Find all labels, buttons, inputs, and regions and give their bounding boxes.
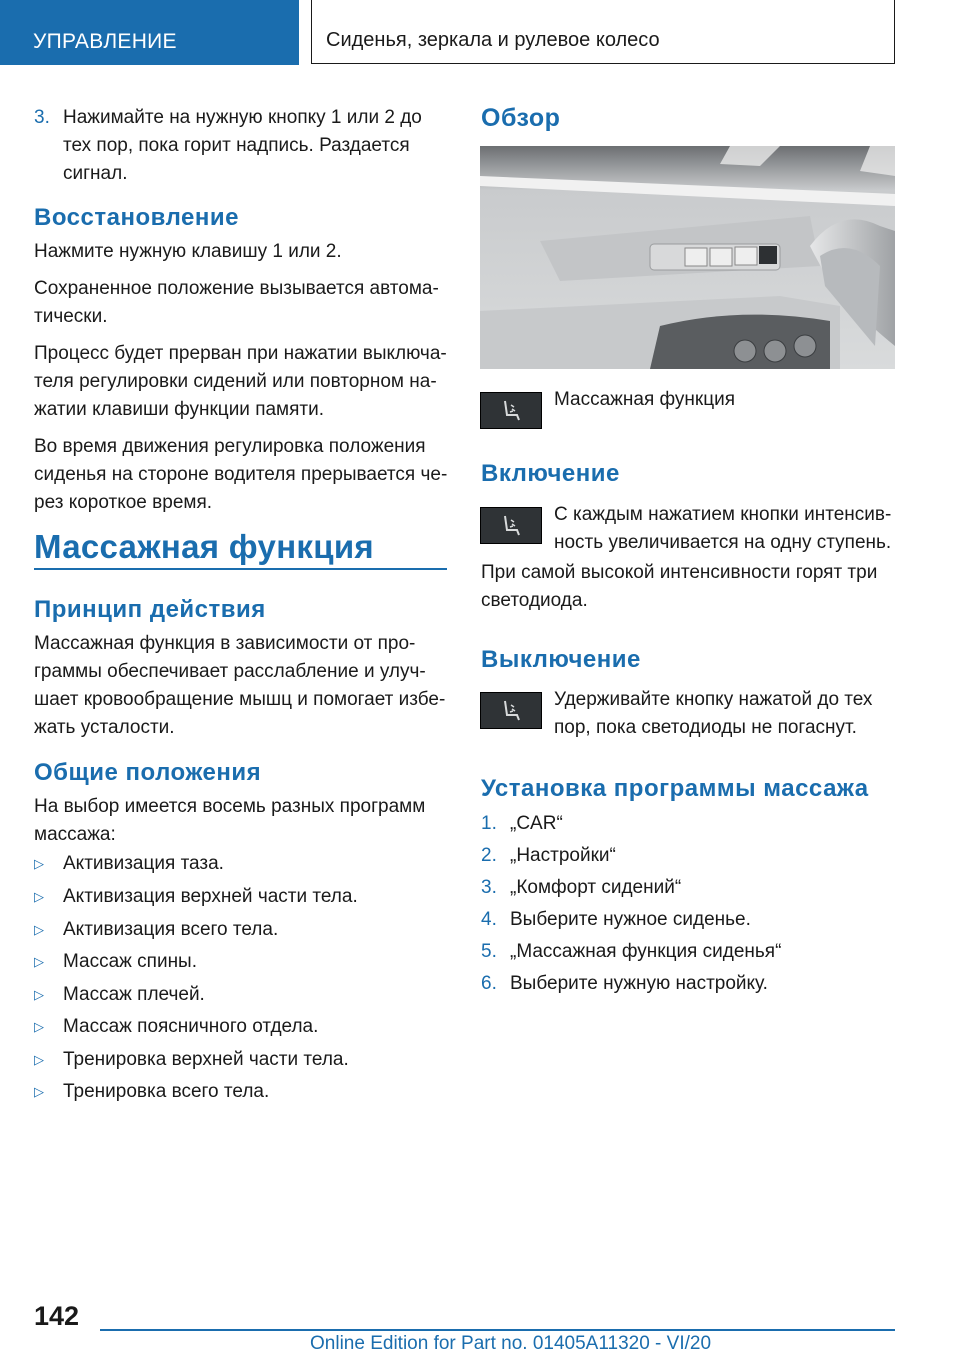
triangle-bullet-icon: ▷ [34, 889, 44, 904]
principle-text: Массажная функция в зависимости от про- граммы обеспечивает расслабление и улуч- шает кровообращение мышц и помогает избе- жать усталости. [34, 633, 446, 738]
overview-section [481, 104, 560, 133]
seat-massage-icon [480, 692, 542, 729]
on-body: При самой высокой интенсивности горят три светодиода. [481, 562, 878, 611]
triangle-bullet-icon: ▷ [34, 1052, 44, 1067]
step-text: Нажимайте на нужную кнопку 1 или 2 до тех пор, пока горит надпись. Раздается сигнал. [63, 107, 422, 184]
off-section [481, 646, 641, 674]
overview-heading: Обзор [481, 104, 561, 132]
general-body [34, 793, 454, 849]
header-divider [0, 64, 299, 65]
program-section [481, 775, 869, 803]
overview-caption-block [554, 386, 735, 414]
restore-p2: Сохраненное положение вызывается автома- тически. [34, 278, 439, 327]
page-number: 142 [34, 1301, 80, 1331]
door-panel-photo [480, 146, 895, 369]
footer-edition-block [310, 1333, 711, 1355]
restore-p1: Нажмите нужную клавишу 1 или 2. [34, 241, 342, 262]
general-text: На выбор имеется восемь разных программ массажа: [34, 796, 426, 845]
door-panel-illustration [480, 146, 895, 369]
triangle-bullet-icon: ▷ [34, 856, 44, 871]
massage-title-block [34, 528, 374, 566]
seat-massage-icon [480, 392, 542, 429]
overview-caption: Массажная функция [554, 389, 736, 410]
on-section [481, 460, 620, 488]
principle-section [34, 596, 266, 624]
general-section [34, 759, 261, 787]
general-heading: Общие положения [34, 759, 262, 786]
triangle-bullet-icon: ▷ [34, 954, 44, 969]
triangle-bullet-icon: ▷ [34, 987, 44, 1002]
header-chapter-box [311, 0, 895, 64]
program-heading: Установка программы массажа [481, 775, 869, 802]
triangle-bullet-icon: ▷ [34, 1084, 44, 1099]
header-section-label: УПРАВЛЕНИЕ [33, 30, 177, 53]
on-icon-text: С каждым нажатием кнопки интенсив- ность увеличивается на одну ступень. [554, 504, 892, 553]
triangle-bullet-icon: ▷ [34, 1019, 44, 1034]
step-number: 3. [34, 107, 50, 128]
restore-heading: Восстановление [34, 204, 239, 231]
header-section-tab [0, 0, 299, 64]
seat-massage-icon [480, 507, 542, 544]
triangle-bullet-icon: ▷ [34, 922, 44, 937]
massage-title-rule [34, 568, 447, 570]
off-icon-text: Удерживайте кнопку нажатой до тех пор, пока светодиоды не погаснут. [554, 689, 873, 738]
off-heading: Выключение [481, 646, 641, 673]
header-chapter-label: Сиденья, зеркала и рулевое колесо [326, 29, 660, 51]
page-number-block [34, 1301, 79, 1332]
massage-heading: Массажная функция [34, 528, 374, 565]
restore-section [34, 204, 239, 232]
principle-body [34, 630, 454, 742]
footer-edition: Online Edition for Part no. 01405A11320 - VI/20 [310, 1333, 712, 1354]
restore-p3: Процесс будет прерван при нажатии выключа- теля регулировки сидений или повторном на- жатии клавиши функции памяти. [34, 343, 447, 420]
restore-p4: Во время движения регулировка положения сиденья на стороне водителя прерывается че- рез короткое время. [34, 436, 448, 513]
on-heading: Включение [481, 460, 620, 487]
restore-body [34, 238, 454, 517]
principle-heading: Принцип действия [34, 596, 266, 623]
footer-rule [100, 1329, 895, 1331]
